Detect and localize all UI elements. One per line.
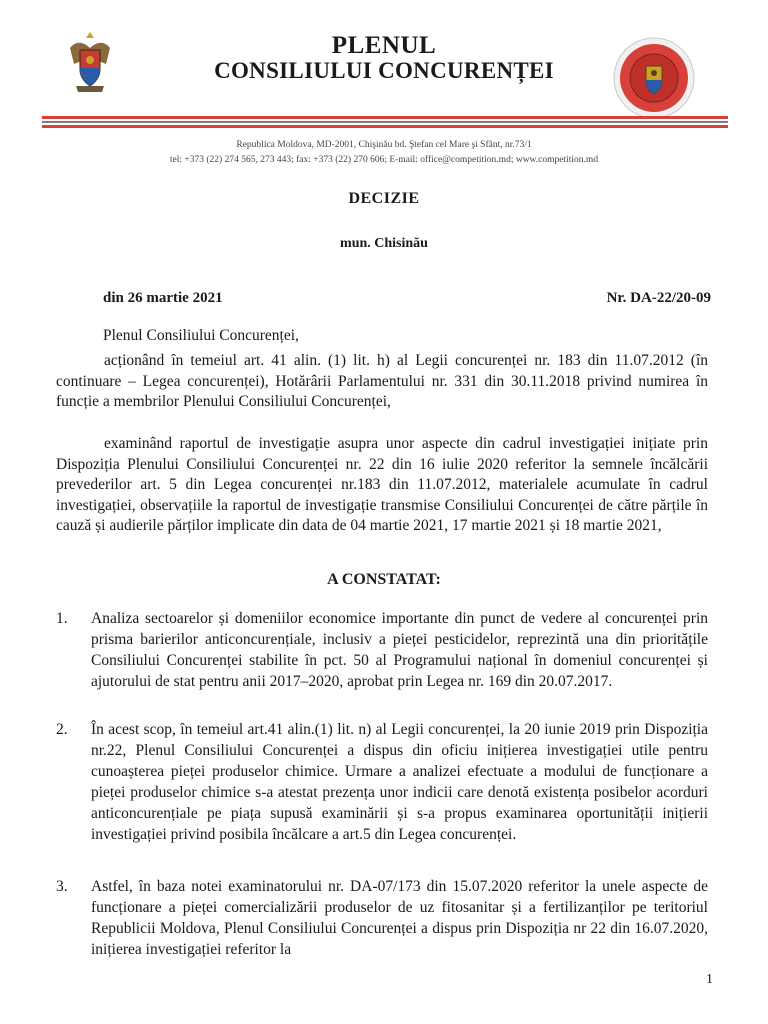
contact-line: tel: +373 (22) 274 565, 273 443; fax: +373 (22) 270 606; E-mail: office@competition.md; www.competition.md bbox=[169, 155, 599, 165]
document-city: mun. Chisinău bbox=[340, 236, 428, 251]
list-item-number: 1. bbox=[56, 610, 68, 627]
paragraph-1: acționând în temeiul art. 41 alin. (1) lit. h) al Legii concurenței nr. 183 din 11.07.2012 (în continuare – Legea concurenței), Hotărârii Parlamentului nr. 331 din 30.11.2018 privind numirea în funcție a membrilor Plenului Consiliului Concurenței, bbox=[56, 352, 708, 410]
list-item-number: 3. bbox=[56, 878, 68, 895]
list-item-number: 2. bbox=[56, 721, 68, 738]
header-divider-gray bbox=[42, 121, 728, 123]
list-item bbox=[56, 608, 708, 692]
page-title: PLENUL bbox=[331, 32, 437, 59]
page-number: 1 bbox=[706, 972, 713, 987]
page-subtitle: CONSILIULUI CONCURENȚEI bbox=[214, 58, 554, 83]
address-line: Republica Moldova, MD-2001, Chişinău bd. Ştefan cel Mare şi Sfânt, nr.73/1 bbox=[236, 140, 532, 150]
document-type: DECIZIE bbox=[348, 190, 420, 207]
paragraph-2: examinând raportul de investigație asupra unor aspecte din cadrul investigației inițiate prin Dispoziția Plenului Consiliului Concurenței nr. 22 din 16 iulie 2020 referitor la semnele încălcării prevederilor art. 5 din Legea concurenței nr.183 din 11.07.2012, materialele acumulate în cadrul investigației, observațiile la raportul de investigație transmise Consiliului Concurenței de către părțile în cauză și audierile părților implicate din data de 04 martie 2021, 17 martie 2021 și 18 martie 2021, bbox=[56, 435, 708, 534]
intro-line: Plenul Consiliului Concurenței, bbox=[103, 327, 299, 344]
document-date: din 26 martie 2021 bbox=[103, 290, 223, 306]
list-item bbox=[56, 876, 708, 960]
header-divider-red bbox=[42, 116, 728, 119]
header-divider-red-2 bbox=[42, 125, 728, 128]
competition-council-seal-icon bbox=[612, 36, 696, 120]
list-item-text: Analiza sectoarelor și domeniilor economice importante din punct de vedere al concurenței prin prisma barierilor anticoncurențiale, inclusiv a pieței pesticidelor, reprezintă una din prioritățile Consiliului Concurenței stabilite în pct. 50 al Programului național în domeniul concurenței și ajutorului de stat pentru anii 2017–2020, aprobat prin Legea nr. 169 din 20.07.2017. bbox=[91, 610, 708, 690]
document-number: Nr. DA-22/20-09 bbox=[606, 290, 711, 306]
list-item-text: În acest scop, în temeiul art.41 alin.(1) lit. n) al Legii concurenței, la 20 iunie 2019 prin Dispoziția nr.22, Plenul Consiliului Concurenței a dispus din oficiu inițierea investigației utile pentru cunoașterea pieței produselor chimice. Urmare a analizei efectuate a modului de funcționare a pieței produselor chimice s-a atestat prezența unor indicii care denotă existența posibelor acorduri anticoncurențiale pe piața supusă examinării și s-a propus examinarea oportunității inițierii investigației privind posibila încălcare a art.5 din Legea concurenței. bbox=[91, 721, 708, 843]
section-heading: A CONSTATAT: bbox=[327, 571, 441, 588]
list-item-text: Astfel, în baza notei examinatorului nr. DA-07/173 din 15.07.2020 referitor la unele aspecte de funcționare a pieței comercializării produselor de uz fitosanitar și a fertilizanților pe teritoriul Republicii Moldova, Plenul Consiliului Concurenței a dispus prin Dispoziția nr 22 din 16.07.2020, inițierea investigației referitor la bbox=[91, 878, 708, 958]
list-item bbox=[56, 719, 708, 845]
